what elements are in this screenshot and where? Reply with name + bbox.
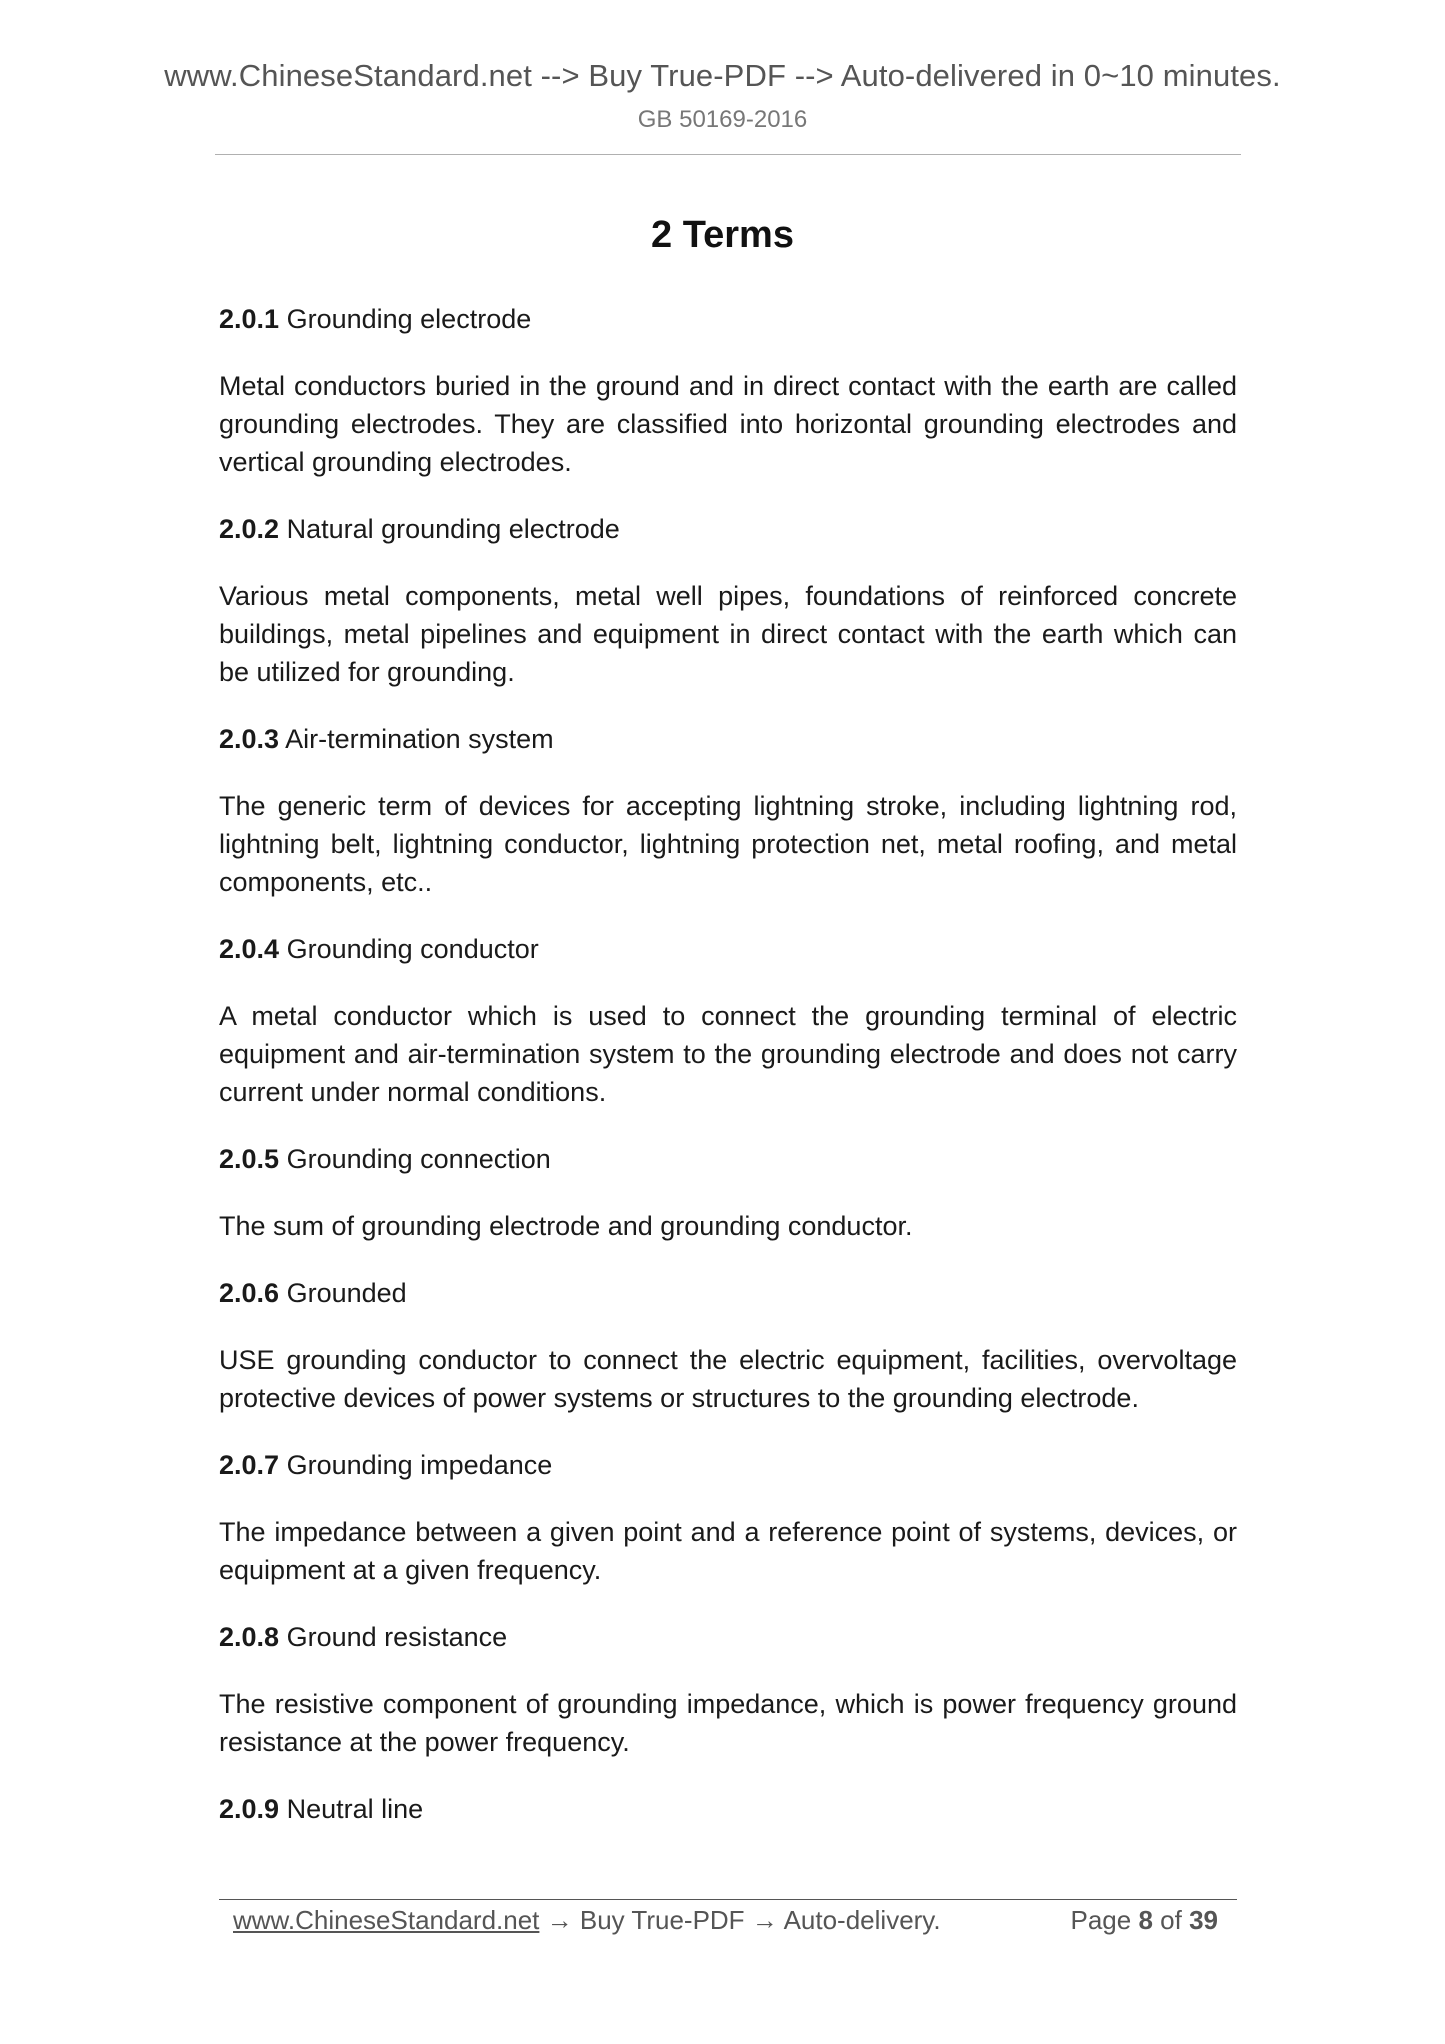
term-name: Grounding electrode <box>286 304 532 334</box>
term-heading-2-0-6 <box>219 1274 1237 1312</box>
term-heading-2-0-4 <box>219 930 1237 968</box>
term-name: Air-termination system <box>285 724 554 754</box>
chapter-title: 2 Terms <box>651 214 794 256</box>
page-of: of <box>1160 1905 1182 1935</box>
header-divider <box>215 154 1241 155</box>
term-number: 2.0.7 <box>219 1450 280 1480</box>
page-indicator <box>1070 1902 1218 1938</box>
term-definition-2-0-2: Various metal components, metal well pipes, foundations of reinforced concrete buildings, metal pipelines and equipment in direct contact with the earth which can be utilized for grounding. <box>219 581 1237 687</box>
term-heading-2-0-5 <box>219 1140 1237 1178</box>
page-footer <box>233 1902 1218 1938</box>
term-number: 2.0.6 <box>219 1278 280 1308</box>
footer-site-link[interactable]: www.ChineseStandard.net <box>233 1905 540 1935</box>
footer-divider <box>219 1899 1237 1900</box>
term-name: Neutral line <box>286 1794 424 1824</box>
term-name: Grounded <box>286 1278 407 1308</box>
term-number: 2.0.8 <box>219 1622 280 1652</box>
page-current: 8 <box>1138 1905 1153 1935</box>
term-definition-2-0-4: A metal conductor which is used to connect the grounding terminal of electric equipment and air-termination system to the grounding electrode and does not carry current under normal conditions. <box>219 1001 1237 1107</box>
term-number: 2.0.5 <box>219 1144 280 1174</box>
term-heading-2-0-2 <box>219 510 1237 548</box>
terms-list <box>219 300 1237 1857</box>
term-definition-2-0-6: USE grounding conductor to connect the electric equipment, facilities, overvoltage protective devices of power systems or structures to the grounding electrode. <box>219 1345 1237 1413</box>
term-number: 2.0.1 <box>219 304 280 334</box>
term-heading-2-0-7 <box>219 1446 1237 1484</box>
term-definition-2-0-7: The impedance between a given point and a reference point of systems, devices, or equipment at a given frequency. <box>219 1517 1237 1585</box>
term-name: Ground resistance <box>286 1622 508 1652</box>
footer-promo: → Buy True-PDF → Auto-delivery. <box>539 1905 941 1935</box>
term-number: 2.0.3 <box>219 724 280 754</box>
page-word: Page <box>1070 1905 1132 1935</box>
page-total: 39 <box>1189 1905 1218 1935</box>
term-name: Natural grounding electrode <box>286 514 620 544</box>
term-heading-2-0-8 <box>219 1618 1237 1656</box>
term-number: 2.0.4 <box>219 934 280 964</box>
term-number: 2.0.2 <box>219 514 280 544</box>
term-number: 2.0.9 <box>219 1794 280 1824</box>
term-definition-2-0-1: Metal conductors buried in the ground and in direct contact with the earth are called grounding electrodes. They are classified into horizontal grounding electrodes and vertical grounding electrodes. <box>219 371 1237 477</box>
term-heading-2-0-9 <box>219 1790 1237 1828</box>
term-name: Grounding conductor <box>286 934 539 964</box>
term-heading-2-0-3 <box>219 720 1237 758</box>
term-name: Grounding impedance <box>286 1450 553 1480</box>
document-id: GB 50169-2016 <box>637 106 808 133</box>
term-definition-2-0-5: The sum of grounding electrode and grounding conductor. <box>219 1211 913 1241</box>
term-name: Grounding connection <box>286 1144 551 1174</box>
header-banner: www.ChineseStandard.net --> Buy True-PDF --> Auto-delivered in 0~10 minutes. <box>164 58 1281 93</box>
term-heading-2-0-1 <box>219 300 1237 338</box>
term-definition-2-0-3: The generic term of devices for accepting lightning stroke, including lightning rod, lightning belt, lightning conductor, lightning protection net, metal roofing, and metal components, etc.. <box>219 791 1237 897</box>
term-definition-2-0-8: The resistive component of grounding impedance, which is power frequency ground resistance at the power frequency. <box>219 1689 1237 1757</box>
